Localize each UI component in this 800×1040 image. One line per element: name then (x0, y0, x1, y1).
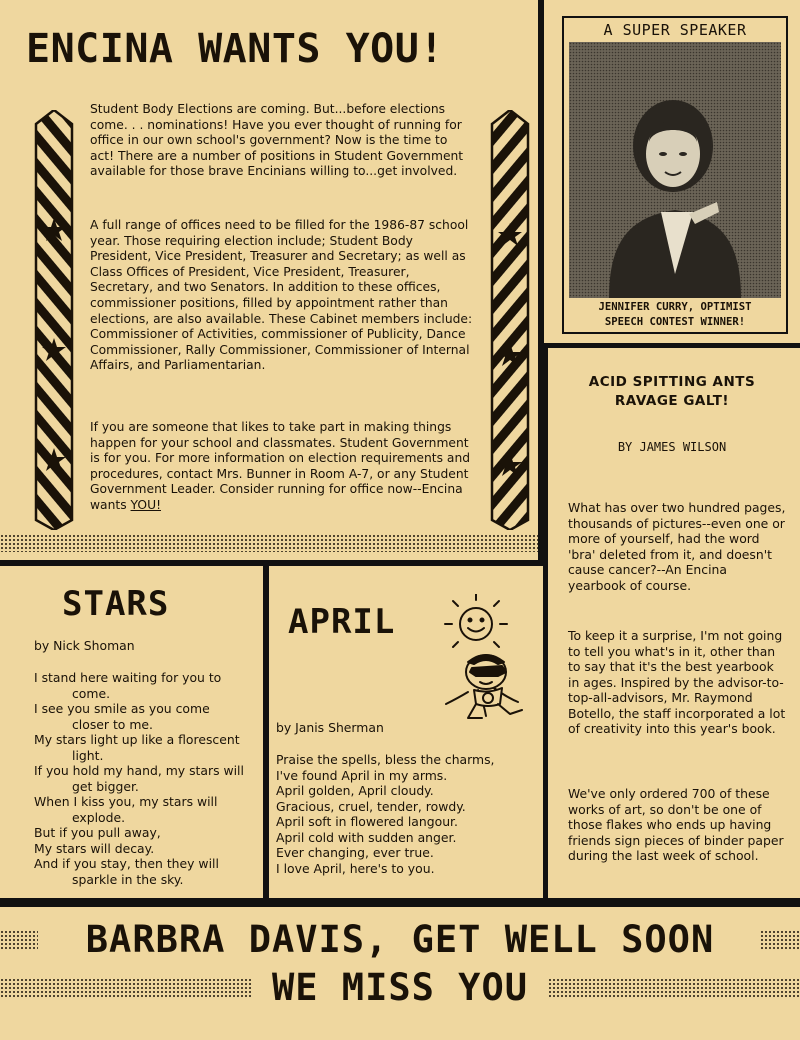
poem-line: I love April, here's to you. (276, 860, 435, 876)
ants-headline-line-1: ACID SPITTING ANTS (588, 374, 756, 390)
encina-paragraph-3-text: If you are someone that likes to take part in making things happen for your school and classmates. Student Government is for you. For more information on election requirements and procedures, contact Mrs. Bunner in Room A-7, or any Student Government Leader. Consider running for office now--Encina wants (90, 420, 471, 512)
halftone-strip (0, 534, 538, 552)
sun-cartoon-icon (428, 594, 548, 724)
poem-line: April golden, April cloudy. (276, 783, 434, 798)
poem-line: April cold with sudden anger. (276, 829, 457, 845)
poem-line: My stars light up like a florescent light. (34, 732, 240, 763)
middle-horizontal-rule (0, 560, 545, 566)
poem-line: If you hold my hand, my stars will get bigger. (34, 763, 244, 794)
poem-line: And if you stay, then they will sparkle in the sky. (34, 856, 219, 887)
stars-byline: by Nick Shoman (34, 638, 135, 653)
banner-top-rule (0, 898, 800, 907)
ants-paragraph-3: We've only ordered 700 of these works of art, so don't be one of those flakes who ends up having friends sign pieces of binder paper during the last week of school. (568, 786, 784, 863)
poem-line: April soft in flowered langour. (276, 814, 458, 829)
banner-line-1: BARBRA DAVIS, GET WELL SOON (85, 918, 715, 961)
april-byline: by Janis Sherman (276, 720, 384, 735)
poem-line: My stars will decay. (34, 840, 155, 856)
speaker-box (562, 16, 788, 334)
april-title: APRIL (288, 602, 396, 642)
encina-closing-word: YOU! (130, 497, 161, 512)
encina-headline: ENCINA WANTS YOU! (26, 26, 444, 72)
poem-line: I stand here waiting for you to come. (34, 670, 222, 701)
poem-line: I've found April in my arms. (276, 767, 448, 783)
poem-line: When I kiss you, my stars will explode. (34, 794, 218, 825)
speaker-bottom-rule (543, 343, 800, 348)
left-flag-ribbon (32, 110, 76, 530)
encina-paragraph-1: Student Body Elections are coming. But...before elections come. . . nominations! Have you ever thought of running for office in our own school's government? Now is the time to act! There are a number of positions in Student Government available for those brave Encinians willing to...get involved. (90, 102, 464, 179)
speaker-caption-line-2: SPEECH CONTEST WINNER! (604, 316, 746, 328)
right-flag-ribbon (488, 110, 532, 530)
ants-paragraph-2: To keep it a surprise, I'm not going to tell you what's in it, other than to say that it's the best yearbook in ages. Inspired by the advisor-to-top-all-advisors, Mr. Raymond Botello, the staff incorporated a lot of creativity into this year's book. (568, 628, 786, 736)
poem-line: But if you pull away, (34, 825, 161, 840)
ants-headline-line-2: RAVAGE GALT! (614, 393, 730, 409)
speaker-photo (569, 42, 781, 298)
speaker-caption-line-1: JENNIFER CURRY, OPTIMIST (598, 301, 752, 313)
encina-paragraph-2: A full range of offices need to be filled for the 1986-87 school year. Those requiring election include; Student Body President, Vice President, Treasurer and Secretary; as well as Class Offices of President, Vice President, Treasurer, Secretary, and two Senators. In addition to these offices, commissioner positions, filled by appointment rather than elections, are also available. These Cabinet members include: Commissioner of Activities, commissioner of Publicity, Dance Commissioner, Rally Commissioner, Commissioner of Internal Affairs, and Parliamentarian. (90, 218, 473, 373)
april-poem (276, 752, 538, 876)
encina-paragraph-3 (90, 420, 474, 514)
poem-line: Gracious, cruel, tender, rowdy. (276, 798, 466, 814)
poem-line: Praise the spells, bless the charms, (276, 752, 495, 767)
stars-april-divider (263, 562, 269, 902)
stars-poem (34, 670, 250, 887)
poem-line: Ever changing, ever true. (276, 845, 434, 860)
ants-byline: BY JAMES WILSON (617, 440, 727, 454)
banner-line-2: WE MISS YOU (271, 966, 529, 1009)
stars-title: STARS (62, 584, 170, 624)
poem-line: I see you smile as you come closer to me. (34, 701, 210, 732)
speaker-title: A SUPER SPEAKER (603, 21, 747, 39)
ants-paragraph-1: What has over two hundred pages, thousands of pictures--even one or more of yourself, had the word 'bra' deleted from it, and doesn't cause cancer?--An Encina yearbook of course. (568, 500, 786, 593)
